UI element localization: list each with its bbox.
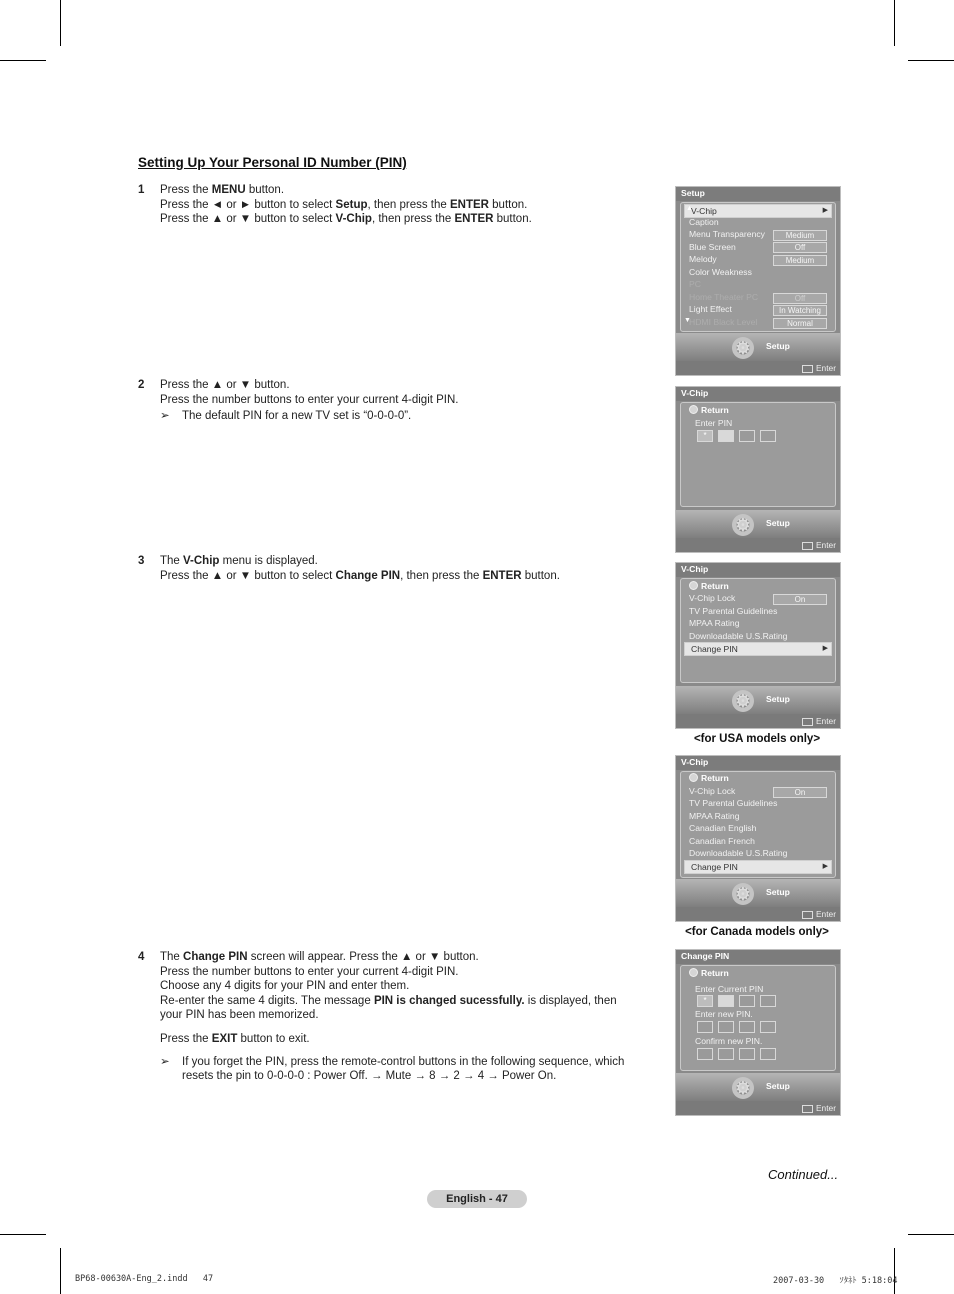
scroll-up-icon: ▲ bbox=[686, 205, 693, 212]
osd-footer bbox=[676, 510, 840, 538]
scroll-down-icon: ▼ bbox=[684, 317, 691, 324]
osd-panel bbox=[680, 965, 836, 1071]
menu-item-caption[interactable]: Caption bbox=[689, 217, 719, 227]
step-line: Press the MENU button. bbox=[160, 184, 285, 196]
osd-enter-bar bbox=[676, 714, 840, 728]
osd-title: V-Chip bbox=[676, 756, 840, 770]
note-arrow-icon: ➢ bbox=[160, 410, 170, 423]
note-arrow-icon: ➢ bbox=[160, 1055, 170, 1068]
pin-digit[interactable] bbox=[739, 1048, 755, 1060]
crop-mark bbox=[908, 60, 954, 61]
return-button[interactable]: Return bbox=[689, 968, 729, 979]
return-button[interactable]: Return bbox=[689, 581, 729, 592]
menu-item-color-weakness[interactable]: Color Weakness bbox=[689, 267, 752, 277]
confirm-new-pin-label: Confirm new PIN. bbox=[695, 1036, 763, 1046]
menu-item-vchip-lock[interactable]: V-Chip Lock bbox=[689, 786, 736, 796]
print-slug-left: BP68-00630A-Eng_2.indd 47 bbox=[75, 1274, 214, 1284]
menu-item-canadian-english[interactable]: Canadian English bbox=[689, 823, 757, 833]
menu-item-blue-screen[interactable]: Blue Screen bbox=[689, 242, 736, 252]
crop-mark bbox=[894, 0, 895, 46]
osd-enter-pin bbox=[675, 386, 841, 553]
menu-item-hdmi-black-level: HDMI Black Level bbox=[689, 317, 758, 327]
crop-mark bbox=[0, 1234, 46, 1235]
pin-digit[interactable]: * bbox=[697, 995, 713, 1007]
pin-digit[interactable] bbox=[739, 430, 755, 442]
osd-change-pin bbox=[675, 949, 841, 1116]
pin-digit[interactable] bbox=[718, 430, 734, 442]
step-number: 1 bbox=[138, 184, 145, 196]
crop-mark bbox=[60, 0, 61, 46]
menu-item-change-pin[interactable]: Change PIN ▶ bbox=[684, 642, 832, 656]
gear-icon: ⚙ bbox=[732, 337, 754, 359]
menu-value: Medium bbox=[773, 255, 827, 266]
pin-digit[interactable] bbox=[739, 1021, 755, 1033]
enter-button[interactable]: Enter bbox=[802, 1103, 836, 1113]
menu-item-downloadable-rating[interactable]: Downloadable U.S.Rating bbox=[689, 631, 788, 641]
osd-enter-bar bbox=[676, 907, 840, 921]
step-line: Press the ▲ or ▼ button to select Change PIN, then press the ENTER button. bbox=[160, 569, 560, 582]
pin-digit[interactable] bbox=[718, 1048, 734, 1060]
osd-panel bbox=[680, 202, 836, 332]
osd-title: V-Chip bbox=[676, 387, 840, 401]
menu-value: Off bbox=[773, 293, 827, 304]
menu-item-pc: PC bbox=[689, 279, 701, 289]
step-line: Press the ▲ or ▼ button to select V-Chip, then press the ENTER button. bbox=[160, 213, 532, 226]
step-line: Re-enter the same 4 digits. The message PIN is changed sucessfully. is displayed, then your PIN has been memorized. bbox=[160, 994, 617, 1022]
step-note: ➢ The default PIN for a new TV set is “0-0-0-0”. bbox=[160, 410, 412, 423]
step-number: 4 bbox=[138, 951, 145, 963]
osd-title: V-Chip bbox=[676, 563, 840, 577]
caption-canada: <for Canada models only> bbox=[685, 926, 829, 938]
chevron-right-icon: ▶ bbox=[822, 863, 828, 870]
osd-enter-bar bbox=[676, 538, 840, 552]
enter-button[interactable]: Enter bbox=[802, 363, 836, 373]
footer-label: Setup bbox=[766, 694, 790, 704]
menu-item-mpaa-rating[interactable]: MPAA Rating bbox=[689, 618, 740, 628]
menu-item-melody[interactable]: Melody bbox=[689, 254, 717, 264]
gear-icon: ⚙ bbox=[732, 690, 754, 712]
return-icon bbox=[689, 405, 698, 414]
osd-footer bbox=[676, 879, 840, 907]
menu-item-menu-transparency[interactable]: Menu Transparency bbox=[689, 229, 765, 239]
pin-digit[interactable] bbox=[697, 1021, 713, 1033]
osd-vchip-canada bbox=[675, 755, 841, 922]
return-icon bbox=[689, 581, 698, 590]
return-button[interactable]: Return bbox=[689, 405, 729, 416]
caption-usa: <for USA models only> bbox=[693, 733, 821, 745]
step-line: Press the ▲ or ▼ button. bbox=[160, 379, 290, 391]
osd-vchip-usa bbox=[675, 562, 841, 729]
step-number: 3 bbox=[138, 555, 145, 567]
pin-digit[interactable] bbox=[718, 1021, 734, 1033]
footer-label: Setup bbox=[766, 887, 790, 897]
menu-item-change-pin[interactable]: Change PIN ▶ bbox=[684, 860, 832, 874]
footer-label: Setup bbox=[766, 1081, 790, 1091]
enter-new-pin-label: Enter new PIN. bbox=[695, 1009, 753, 1019]
pin-digit[interactable]: * bbox=[697, 430, 713, 442]
menu-item-light-effect[interactable]: Light Effect bbox=[689, 304, 732, 314]
footer-label: Setup bbox=[766, 518, 790, 528]
menu-value: Medium bbox=[773, 230, 827, 241]
gear-icon: ⚙ bbox=[732, 514, 754, 536]
menu-item-vchip[interactable]: ▲ V-Chip ▶ bbox=[684, 204, 832, 218]
enter-current-pin-label: Enter Current PIN bbox=[695, 984, 764, 994]
pin-digit[interactable] bbox=[697, 1048, 713, 1060]
enter-button[interactable]: Enter bbox=[802, 540, 836, 550]
osd-title: Setup bbox=[676, 187, 840, 201]
step-line: Press the EXIT button to exit. bbox=[160, 1032, 310, 1045]
section-title: Setting Up Your Personal ID Number (PIN) bbox=[138, 155, 407, 170]
chevron-right-icon: ▶ bbox=[822, 207, 828, 214]
pin-digit[interactable] bbox=[760, 1048, 776, 1060]
osd-enter-bar bbox=[676, 1101, 840, 1115]
menu-item-tv-parental-guidelines[interactable]: TV Parental Guidelines bbox=[689, 798, 778, 808]
osd-footer bbox=[676, 1073, 840, 1101]
menu-item-canadian-french[interactable]: Canadian French bbox=[689, 836, 755, 846]
menu-value: On bbox=[773, 594, 827, 605]
enter-button[interactable]: Enter bbox=[802, 716, 836, 726]
osd-enter-bar bbox=[676, 361, 840, 375]
step-line: Press the number buttons to enter your current 4-digit PIN. bbox=[160, 393, 459, 406]
enter-icon bbox=[802, 718, 813, 726]
menu-item-tv-parental-guidelines[interactable]: TV Parental Guidelines bbox=[689, 606, 778, 616]
return-icon bbox=[689, 968, 698, 977]
menu-item-mpaa-rating[interactable]: MPAA Rating bbox=[689, 811, 740, 821]
osd-footer bbox=[676, 686, 840, 714]
menu-item-vchip-lock[interactable]: V-Chip Lock bbox=[689, 593, 736, 603]
footer-label: Setup bbox=[766, 341, 790, 351]
menu-value: In Watching bbox=[773, 305, 827, 316]
page-number-badge: English - 47 bbox=[427, 1190, 527, 1208]
step-line: Choose any 4 digits for your PIN and enter them. bbox=[160, 980, 410, 993]
enter-icon bbox=[802, 542, 813, 550]
enter-pin-label: Enter PIN bbox=[695, 418, 733, 428]
menu-item-home-theater-pc: Home Theater PC bbox=[689, 292, 759, 302]
step-line: Press the number buttons to enter your current 4-digit PIN. bbox=[160, 965, 459, 978]
pin-digit[interactable] bbox=[739, 995, 755, 1007]
crop-mark bbox=[60, 1248, 61, 1294]
menu-item-downloadable-rating[interactable]: Downloadable U.S.Rating bbox=[689, 848, 788, 858]
step-number: 2 bbox=[138, 379, 145, 391]
crop-mark bbox=[908, 1234, 954, 1235]
crop-mark bbox=[894, 1248, 895, 1294]
enter-icon bbox=[802, 1105, 813, 1113]
enter-button[interactable]: Enter bbox=[802, 909, 836, 919]
chevron-right-icon: ▶ bbox=[822, 645, 828, 652]
print-slug-right: 2007-03-30 ｿﾀﾈﾄ 5:18:04 bbox=[773, 1276, 898, 1286]
crop-mark bbox=[0, 60, 46, 61]
pin-digit[interactable] bbox=[718, 995, 734, 1007]
return-button[interactable]: Return bbox=[689, 773, 729, 784]
osd-setup-menu bbox=[675, 186, 841, 376]
menu-value: Normal bbox=[773, 318, 827, 329]
step-line: Press the ◄ or ► button to select Setup, then press the ENTER button. bbox=[160, 198, 528, 211]
gear-icon: ⚙ bbox=[732, 1077, 754, 1099]
osd-title: Change PIN bbox=[676, 950, 840, 964]
enter-icon bbox=[802, 365, 813, 373]
menu-value: On bbox=[773, 787, 827, 798]
osd-footer bbox=[676, 333, 840, 361]
continued-label: Continued... bbox=[768, 1167, 839, 1182]
osd-panel bbox=[680, 771, 836, 878]
pin-digit[interactable] bbox=[760, 995, 776, 1007]
pin-digit[interactable] bbox=[760, 1021, 776, 1033]
osd-panel bbox=[680, 578, 836, 683]
gear-icon: ⚙ bbox=[732, 883, 754, 905]
osd-panel bbox=[680, 402, 836, 507]
step-line: The Change PIN screen will appear. Press the ▲ or ▼ button. bbox=[160, 951, 479, 963]
step-line: The V-Chip menu is displayed. bbox=[160, 555, 318, 567]
enter-icon bbox=[802, 911, 813, 919]
menu-value: Off bbox=[773, 242, 827, 253]
step-note: ➢ If you forget the PIN, press the remote-control buttons in the following sequence, which resets the pin to 0-0-0-0 : Power Off. → Mute → 8 → 2 → 4 → Power On. bbox=[160, 1055, 625, 1083]
return-icon bbox=[689, 773, 698, 782]
pin-digit[interactable] bbox=[760, 430, 776, 442]
